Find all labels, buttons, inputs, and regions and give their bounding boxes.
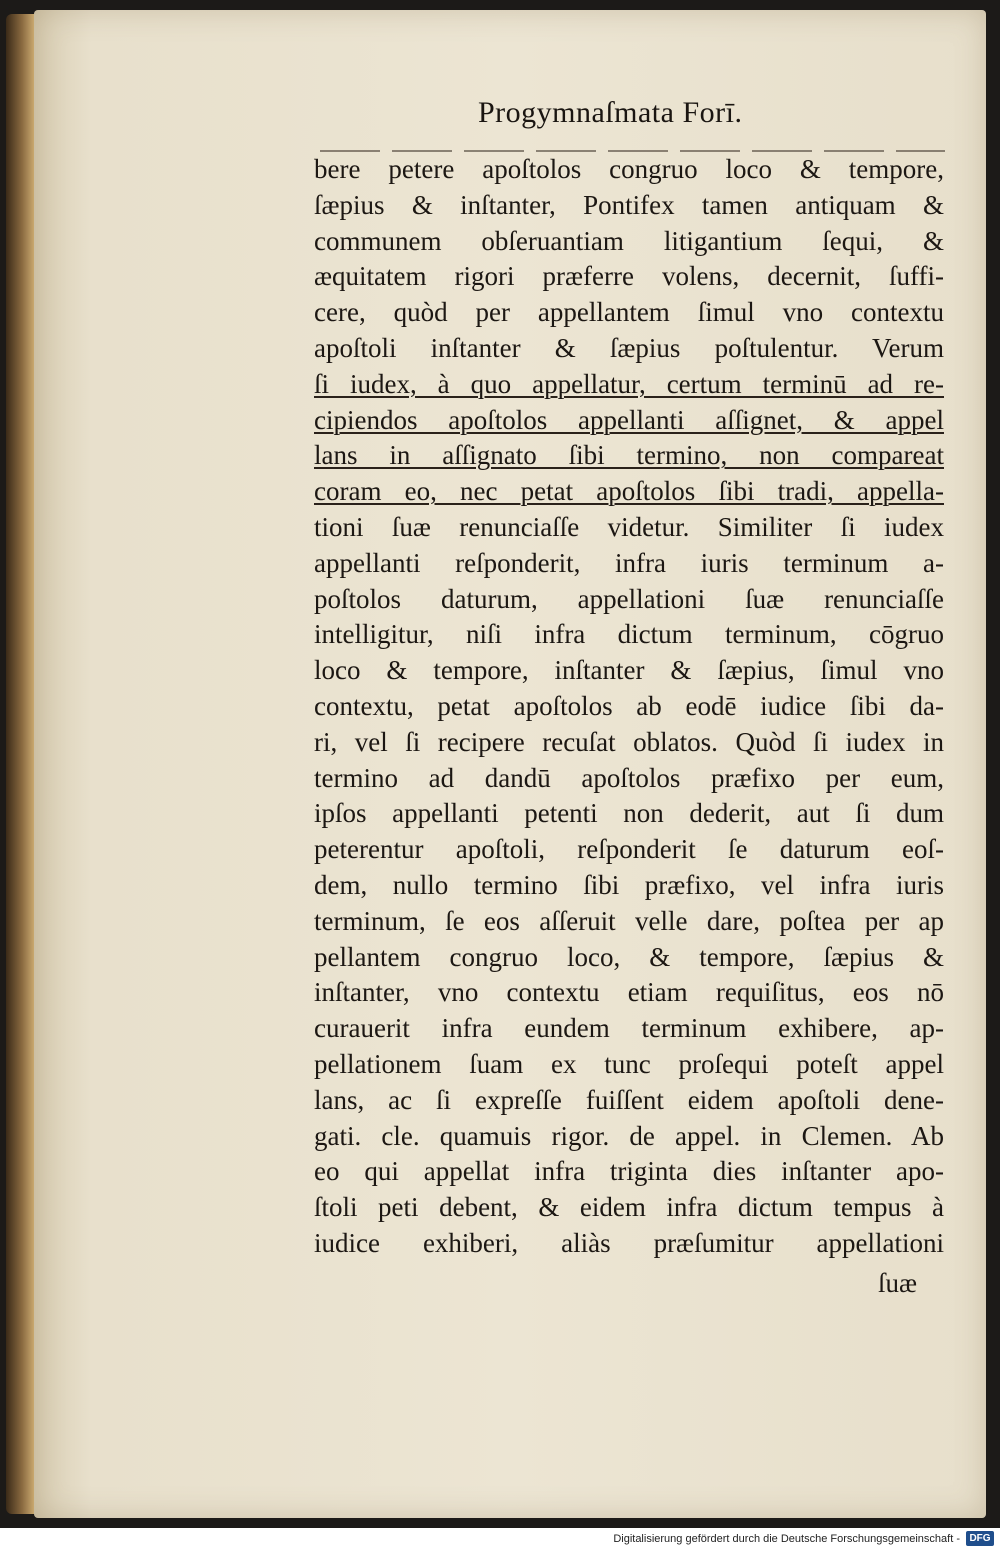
text-line: curauerit infra eundem terminum exhibere, ap- (314, 1013, 944, 1044)
text-line: loco & tempore, inſtanter & ſæpius, ſimul vno (314, 655, 944, 686)
text-line-underlined: lans in aſſignato ſibi termino, non compareat (314, 440, 944, 471)
text-line: appellanti reſponderit, infra iuris terminum a- (314, 547, 944, 578)
text-line: inſtanter, vno contextu etiam requiſitus, eos nō (314, 977, 944, 1008)
text-line: eo qui appellat infra triginta dies inſtanter apo- (314, 1156, 944, 1187)
text-line: intelligitur, niſi infra dictum terminum, cōgruo (314, 619, 944, 650)
funding-credit: Digitalisierung gefördert durch die Deutsche Forschungsgemeinschaft - (613, 1533, 960, 1545)
running-head: Progymnaſmata Forī. (478, 96, 743, 129)
text-line: terminum, ſe eos aſſeruit velle dare, poſtea per ap (314, 905, 944, 936)
text-line-underlined: coram eo, nec petat apoſtolos ſibi tradi, appella- (314, 476, 944, 507)
text-line: ſtoli peti debent, & eidem infra dictum tempus à (314, 1192, 944, 1223)
text-line: æquitatem rigori præferre volens, decernit, ſuffi- (314, 261, 944, 292)
text-line: pellationem ſuam ex tunc proſequi poteſt appel (314, 1048, 944, 1079)
text-line: apoſtoli inſtanter & ſæpius poſtulentur. Verum (314, 332, 944, 363)
text-line: pellantem congruo loco, & tempore, ſæpius & (314, 941, 944, 972)
dfg-logo: DFG (966, 1531, 994, 1546)
catchword: ſuæ (878, 1268, 918, 1298)
text-line: iudice exhiberi, aliàs præſumitur appellationi (314, 1227, 944, 1258)
text-line: tioni ſuæ renunciaſſe videtur. Similiter ſi iudex (314, 511, 944, 542)
text-line: ſæpius & inſtanter, Pontifex tamen antiquam & (314, 189, 944, 220)
text-line: cere, quòd per appellantem ſimul vno contextu (314, 297, 944, 328)
text-line: peterentur apoſtoli, reſponderit ſe daturum eoſ- (314, 834, 944, 865)
text-line: termino ad dandū apoſtolos præfixo per eum, (314, 762, 944, 793)
text-line-underlined: ſi iudex, à quo appellatur, certum terminū ad re- (314, 368, 944, 399)
text-line: contextu, petat apoſtolos ab eodē iudice ſibi da- (314, 690, 944, 721)
text-line: poſtolos daturum, appellationi ſuæ renunciaſſe (314, 583, 944, 614)
text-line: dem, nullo termino ſibi præfixo, vel infra iuris (314, 869, 944, 900)
text-line: lans, ac ſi expreſſe fuiſſent eidem apoſtoli dene- (314, 1084, 944, 1115)
text-line: bere petere apoſtolos congruo loco & tempore, (314, 154, 944, 184)
text-line: communem obſeruantiam litigantium ſequi, & (314, 225, 944, 256)
text-line: gati. cle. quamuis rigor. de appel. in Clemen. Ab (314, 1120, 944, 1151)
text-line: ipſos appellanti petenti non dederit, aut ſi dum (314, 798, 944, 829)
body-text (314, 152, 944, 1262)
text-line: ri, vel ſi recipere recuſat oblatos. Quòd ſi iudex in (314, 726, 944, 757)
text-line-underlined: cipiendos apoſtolos appellanti aſſignet, & appel (314, 404, 944, 435)
